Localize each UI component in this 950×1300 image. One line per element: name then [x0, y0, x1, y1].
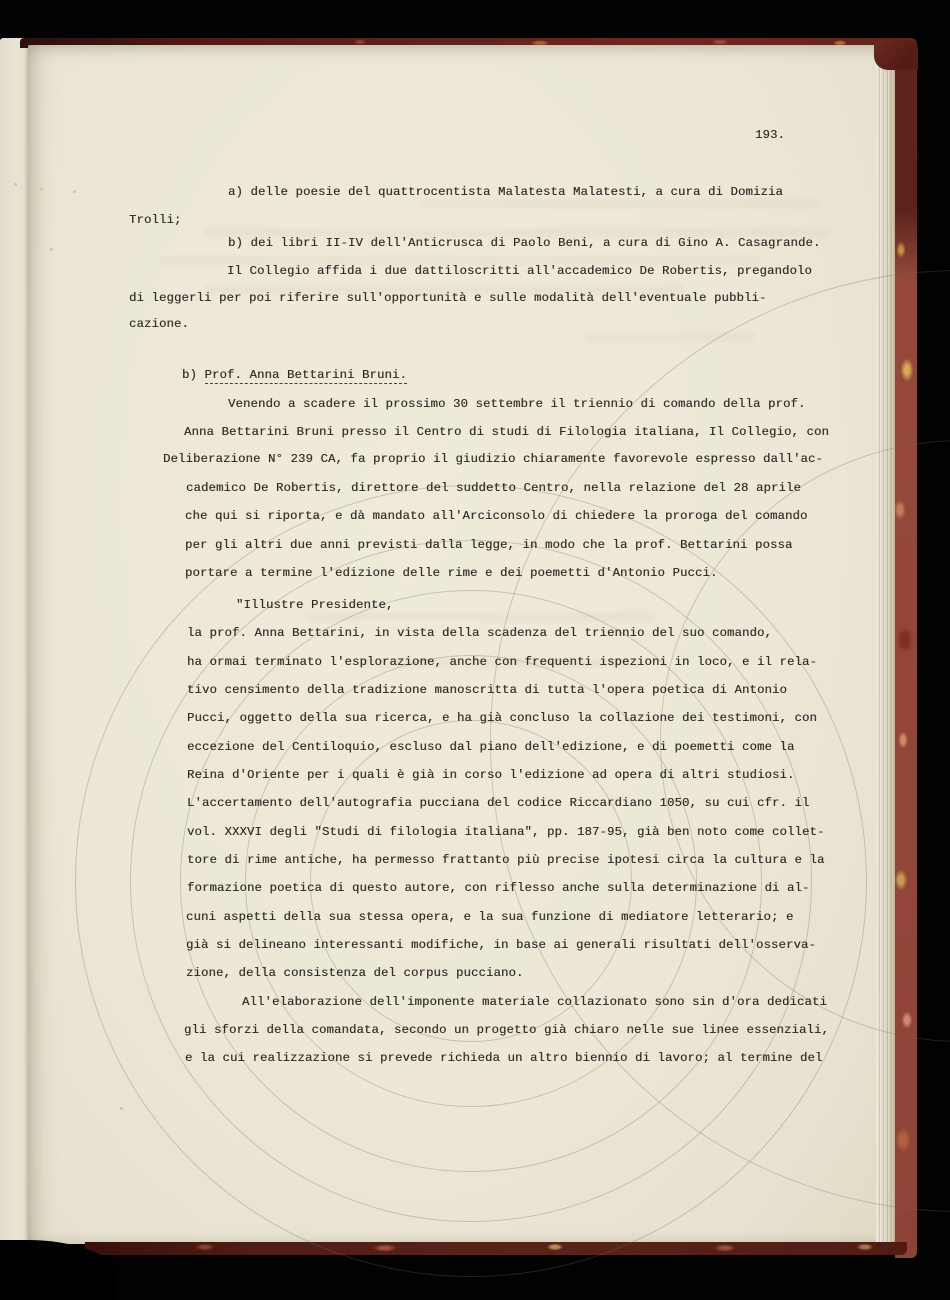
ink-bleedthrough: [420, 199, 820, 208]
ink-bleedthrough: [205, 228, 830, 237]
typewritten-line: la prof. Anna Bettarini, in vista della scadenza del triennio del suo comando,: [187, 626, 772, 640]
paper-speck: [50, 248, 53, 251]
typewritten-line: L'accertamento dell'autografia pucciana del codice Riccardiano 1050, su cui cfr. il: [187, 796, 810, 810]
typewritten-line: per gli altri due anni previsti dalla legge, in modo che la prof. Bettarini possa: [185, 538, 793, 552]
ink-bleedthrough: [205, 285, 685, 294]
paper-speck: [120, 1107, 123, 1110]
typewritten-line: Anna Bettarini Bruni presso il Centro di studi di Filologia italiana, Il Collegio, con: [184, 425, 829, 439]
typewritten-line: e la cui realizzazione si prevede richieda un altro biennio di lavoro; al termine del: [185, 1051, 823, 1065]
typewritten-line: Deliberazione N° 239 CA, fa proprio il giudizio chiaramente favorevole espresso dall'ac-: [163, 452, 823, 466]
typewritten-line: portare a termine l'edizione delle rime e dei poemetti d'Antonio Pucci.: [185, 566, 718, 580]
typewritten-line: che qui si riporta, e dà mandato all'Arciconsolo di chiedere la proroga del comando: [185, 509, 808, 523]
paper-speck: [14, 183, 17, 186]
section-heading-prefix: b): [182, 368, 205, 382]
page-number: 193.: [755, 128, 785, 142]
typewritten-line: ha ormai terminato l'esplorazione, anche con frequenti ispezioni in loco, e il rela-: [187, 655, 817, 669]
typewritten-line: Trolli;: [129, 213, 182, 227]
ink-bleedthrough: [160, 256, 760, 265]
page-paper: [28, 45, 878, 1244]
typewritten-line: a) delle poesie del quattrocentista Malatesta Malatesti, a cura di Domizia: [228, 185, 783, 199]
typewritten-line: di leggerli per poi riferire sull'opportunità e sulle modalità dell'eventuale pubbli-: [129, 291, 767, 305]
paper-speck: [40, 188, 43, 191]
typewritten-line: zione, della consistenza del corpus pucciano.: [186, 966, 524, 980]
typewritten-line: cuni aspetti della sua stessa opera, e la sua funzione di mediatore letterario; e: [186, 910, 794, 924]
typewritten-line: Venendo a scadere il prossimo 30 settembre il triennio di comando della prof.: [228, 397, 806, 411]
typewritten-line: cazione.: [129, 317, 189, 331]
ink-bleedthrough: [585, 333, 755, 342]
book-cover-corner: [874, 40, 918, 70]
ink-bleedthrough: [360, 659, 640, 668]
section-heading-title: Prof. Anna Bettarini Bruni.: [204, 368, 407, 382]
typewritten-line: eccezione del Centiloquio, escluso dal piano dell'edizione, e di poemetti come la: [187, 740, 795, 754]
typewritten-line: vol. XXXVI degli "Studi di filologia italiana", pp. 187-95, già ben noto come collet-: [187, 825, 825, 839]
typewritten-line: b) dei libri II-IV dell'Anticrusca di Paolo Beni, a cura di Gino A. Casagrande.: [228, 236, 821, 250]
ink-bleedthrough: [305, 612, 655, 621]
facing-page-edge: [0, 38, 30, 1246]
typewritten-line: Il Collegio affida i due dattiloscritti all'accademico De Robertis, pregandolo: [227, 264, 812, 278]
typewritten-line: All'elaborazione dell'imponente materiale collazionato sono sin d'ora dedicati: [242, 995, 827, 1009]
typewritten-line: Pucci, oggetto della sua ricerca, e ha già concluso la collazione dei testimoni, con: [187, 711, 817, 725]
paper-speck: [73, 190, 76, 193]
typewritten-line: tivo censimento della tradizione manoscritta di tutta l'opera poetica di Antonio: [187, 683, 787, 697]
typewritten-line: già si delineano interessanti modifiche, in base ai generali risultati dell'osserva-: [186, 938, 816, 952]
typewritten-line: tore di rime antiche, ha permesso frattanto più precise ipotesi circa la cultura e la: [187, 853, 825, 867]
typewritten-line: "Illustre Presidente,: [236, 598, 394, 612]
typewritten-line: cademico De Robertis, direttore del suddetto Centro, nella relazione del 28 aprile: [186, 481, 801, 495]
typewritten-line: formazione poetica di questo autore, con riflesso anche sulla determinazione di al-: [187, 881, 810, 895]
typewritten-line: Reina d'Oriente per i quali è già in corso l'edizione ad opera di altri studiosi.: [187, 768, 795, 782]
book-cover-marbled-edge: [895, 40, 917, 1258]
book-cover-bottom-edge: [85, 1242, 907, 1255]
typewritten-line: gli sforzi della comandata, secondo un progetto già chiaro nelle sue linee essenziali,: [184, 1023, 829, 1037]
page-stack-edge: [876, 47, 897, 1244]
